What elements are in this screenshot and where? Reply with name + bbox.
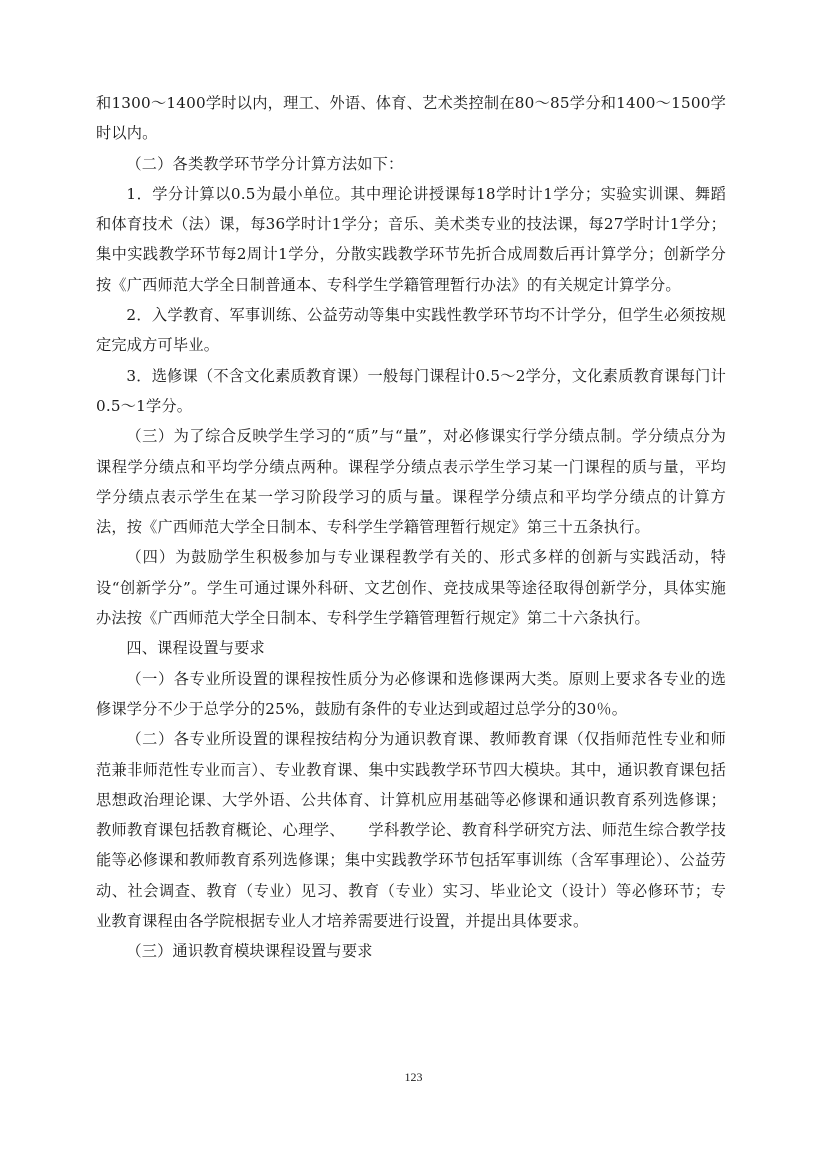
paragraph-continuation: 和1300～1400学时以内，理工、外语、体育、艺术类控制在80～85学分和1400～1500学时以内。 xyxy=(96,94,726,143)
document-body xyxy=(96,88,726,967)
page-number: 123 xyxy=(404,1070,423,1084)
paragraph-course-nature: （一）各专业所设置的课程按性质分为必修课和选修课两大类。原则上要求各专业的选修课学分不少于总学分的25%，鼓励有条件的专业达到或超过总学分的30％。 xyxy=(96,669,726,718)
paragraph-credit-rule-3: 3．选修课（不含文化素质教育课）一般每门课程计0.5～2学分，文化素质教育课每门计0.5～1学分。 xyxy=(96,366,726,415)
paragraph-course-structure: （二）各专业所设置的课程按结构分为通识教育课、教师教育课（仅指师范性专业和师范兼非师范性专业而言）、专业教育课、集中实践教学环节四大模块。其中，通识教育课包括思想政治理论课、大学外语、公共体育、计算机应用基础等必修课和通识教育系列选修课；教师教育课包括教育概论、心理学、 学科教学论、教育科学研究方法、师范生综合教学技能等必修课和教师教育系列选修课；集中实践教学环节包括军事训练（含军事理论）、公益劳动、社会调查、教育（专业）见习、教育（专业）实习、毕业论文（设计）等必修环节；专业教育课程由各学院根据专业人才培养需要进行设置，并提出具体要求。 xyxy=(96,730,726,931)
paragraph-grade-point: （三）为了综合反映学生学习的“质”与“量”，对必修课实行学分绩点制。学分绩点分为课程学分绩点和平均学分绩点两种。课程学分绩点表示学生学习某一门课程的质与量，平均学分绩点表示学生在某一学习阶段学习的质与量。课程学分绩点和平均学分绩点的计算方法，按《广西师范大学全日制本、专科学生学籍管理暂行规定》第三十五条执行。 xyxy=(96,427,726,537)
paragraph-general-education-heading: （三）通识教育模块课程设置与要求 xyxy=(126,942,373,961)
paragraph-credit-rule-1: 1．学分计算以0.5为最小单位。其中理论讲授课每18学时计1学分；实验实训课、舞蹈和体育技术（法）课，每36学时计1学分；音乐、美术类专业的技法课，每27学时计1学分；集中实践教学环节每2周计1学分，分散实践教学环节先折合成周数后再计算学分；创新学分按《广西师范大学全日制普通本、专科学生学籍管理暂行办法》的有关规定计算学分。 xyxy=(96,184,726,294)
paragraph-credit-rule-2: 2．入学教育、军事训练、公益劳动等集中实践性教学环节均不计学分，但学生必须按规定完成方可毕业。 xyxy=(96,306,726,355)
paragraph-credit-calc-heading: （二）各类教学环节学分计算方法如下： xyxy=(126,154,404,173)
paragraph-innovation-credit: （四）为鼓励学生积极参加与专业课程教学有关的、形式多样的创新与实践活动，特设“创新学分”。学生可通过课外科研、文艺创作、竞技成果等途径取得创新学分，具体实施办法按《广西师范大学全日制本、专科学生学籍管理暂行规定》第二十六条执行。 xyxy=(96,548,726,628)
section-heading-course-settings: 四、课程设置与要求 xyxy=(126,639,265,658)
